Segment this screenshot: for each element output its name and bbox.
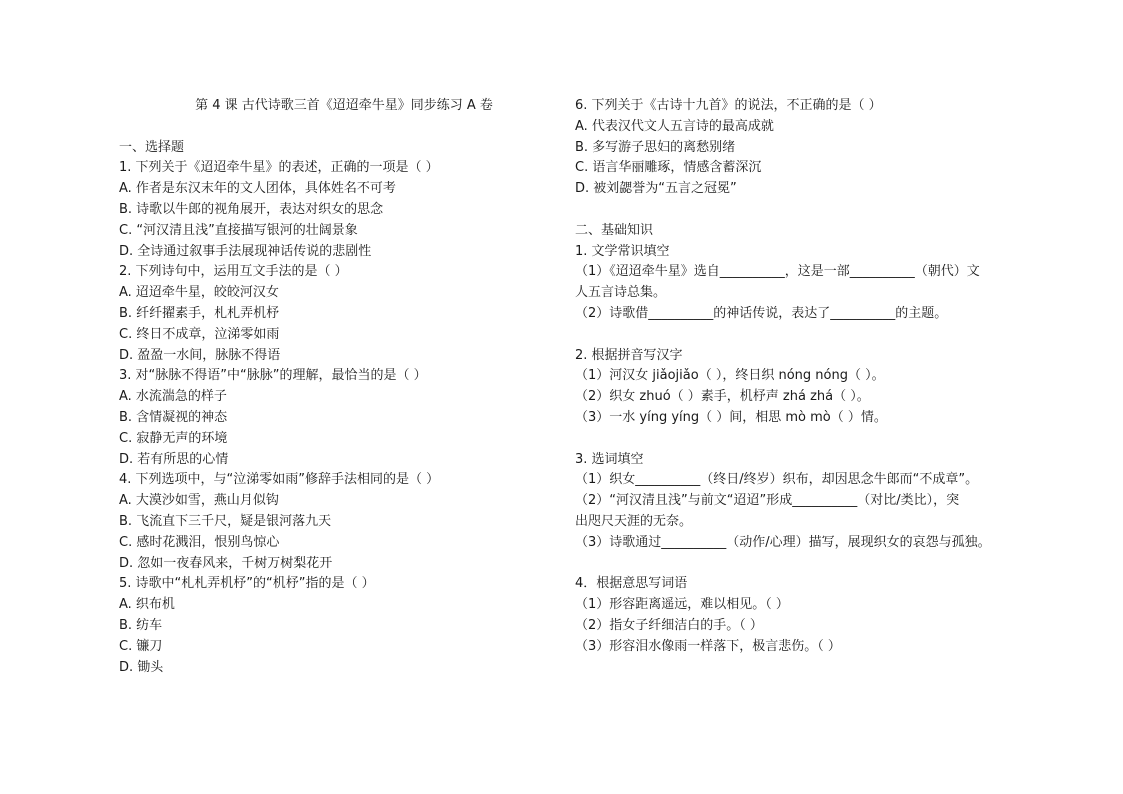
question-option: D. 被刘勰誉为“五言之冠冕” — [575, 181, 737, 197]
exercise-heading: 4．根据意思写词语 — [575, 576, 688, 592]
question-option: B. 多写游子思妇的离愁别绪 — [575, 139, 736, 155]
question-option: A. 迢迢牵牛星，皎皎河汉女 — [119, 285, 279, 301]
exercise-line: （3）形容泪水像雨一样落下，极言悲伤。（ ） — [575, 638, 841, 654]
left-column — [119, 96, 539, 678]
question-option: C. 镰刀 — [119, 638, 163, 654]
question-stem: 1. 下列关于《迢迢牵牛星》的表述，正确的一项是（ ） — [119, 160, 439, 176]
spacer — [119, 117, 539, 138]
question-option: C. 终日不成章，泣涕零如雨 — [119, 326, 280, 342]
question-option: A. 作者是东汉末年的文人团体，具体姓名不可考 — [119, 181, 396, 197]
exercise-line: （2）指女子纤细洁白的手。（ ） — [575, 617, 763, 633]
question-stem: 5. 诗歌中“札札弄机杼”的“机杼”指的是（ ） — [119, 576, 375, 592]
question-option: C. 寂静无声的环境 — [119, 430, 228, 446]
question-option: A. 织布机 — [119, 597, 175, 613]
section-heading-choice: 一、选择题 — [119, 139, 185, 155]
section-heading-basics: 二、基础知识 — [575, 222, 654, 238]
spacer — [575, 200, 1015, 221]
exercise-heading: 1. 文学常识填空 — [575, 243, 670, 259]
right-column — [575, 96, 1015, 658]
question-option: D. 全诗通过叙事手法展现神话传说的悲剧性 — [119, 243, 372, 259]
question-option: C. 语言华丽雕琢，情感含蓄深沉 — [575, 160, 762, 176]
exercise-line: （1）《迢迢牵牛星》选自__________，这是一部__________（朝代）文 — [575, 264, 980, 280]
page-title: 第 4 课 古代诗歌三首《迢迢牵牛星》同步练习 A 卷 — [195, 98, 493, 113]
question-option: B. 诗歌以牛郎的视角展开，表达对织女的思念 — [119, 201, 384, 217]
exercise-line: （1）形容距离遥远，难以相见。（ ） — [575, 597, 789, 613]
exercise-line: （2）诗歌借__________的神话传说，表达了__________的主题。 — [575, 305, 948, 321]
question-option: A. 代表汉代文人五言诗的最高成就 — [575, 118, 774, 134]
exercise-heading: 2. 根据拼音写汉字 — [575, 347, 683, 363]
exercise-line: 出咫尺天涯的无奈。 — [575, 513, 693, 529]
question-option: A. 大漠沙如雪，燕山月似钩 — [119, 493, 279, 509]
question-option: A. 水流湍急的样子 — [119, 389, 227, 405]
exercise-line: （2）织女 zhuó（ ）素手，机杼声 zhá zhá（ ）。 — [575, 389, 870, 405]
exercise-line: 人五言诗总集。 — [575, 285, 667, 301]
question-stem: 3. 对“脉脉不得语”中“脉脉”的理解，最恰当的是（ ） — [119, 368, 427, 384]
question-option: D. 盈盈一水间，脉脉不得语 — [119, 347, 281, 363]
question-option: D. 若有所思的心情 — [119, 451, 229, 467]
question-option: D. 忽如一夜春风来，千树万树梨花开 — [119, 555, 333, 571]
question-option: B. 纤纤擢素手，札札弄机杼 — [119, 305, 280, 321]
exercise-line: （3）一水 yíng yíng（ ）间，相思 mò mò（ ）情。 — [575, 409, 887, 425]
question-option: D. 锄头 — [119, 659, 164, 675]
exercise-line: （3）诗歌通过__________（动作/心理）描写，展现织女的哀怨与孤独。 — [575, 534, 991, 550]
exercise-line: （1）河汉女 jiǎojiǎo（ ），终日织 nóng nóng（ ）。 — [575, 368, 885, 384]
question-option: C. 感时花溅泪，恨别鸟惊心 — [119, 534, 280, 550]
spacer — [575, 554, 1015, 575]
question-option: B. 飞流直下三千尺，疑是银河落九天 — [119, 513, 332, 529]
exercise-line: （1）织女__________（终日/终岁）织布，却因思念牛郎而“不成章”。 — [575, 472, 979, 488]
question-stem: 6. 下列关于《古诗十九首》的说法，不正确的是（ ） — [575, 98, 882, 113]
exercise-heading: 3. 选词填空 — [575, 451, 644, 467]
exercise-line: （2）“河汉清且浅”与前文“迢迢”形成__________（对比/类比），突 — [575, 493, 960, 509]
question-option: B. 纺车 — [119, 617, 163, 633]
question-option: C. “河汉清且浅”直接描写银河的壮阔景象 — [119, 222, 358, 238]
spacer — [575, 325, 1015, 346]
question-option: B. 含情凝视的神态 — [119, 409, 228, 425]
question-stem: 2. 下列诗句中，运用互文手法的是（ ） — [119, 264, 348, 280]
spacer — [575, 429, 1015, 450]
question-stem: 4. 下列选项中，与“泣涕零如雨”修辞手法相同的是（ ） — [119, 472, 440, 488]
